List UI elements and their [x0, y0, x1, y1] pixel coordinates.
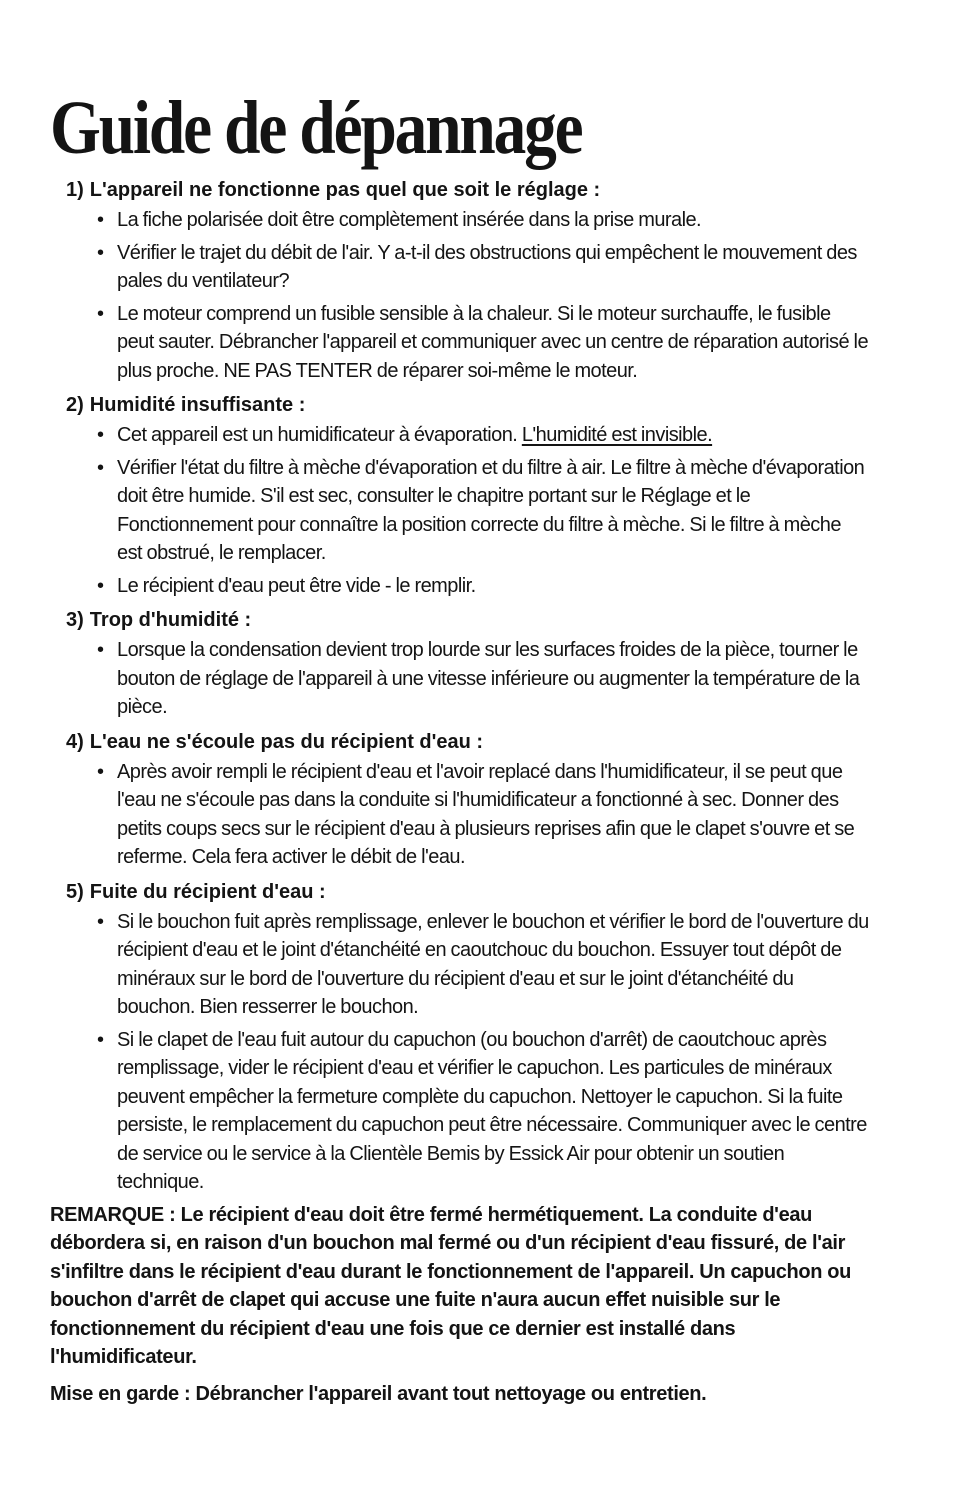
- list-item: [50, 908, 870, 1022]
- section-number: 2): [66, 394, 84, 416]
- bullet: •: [97, 241, 105, 264]
- bullet: •: [97, 1028, 105, 1051]
- list-item-text: Vérifier l'état du filtre à mèche d'évaporation et du filtre à air. Le filtre à mèche d'évaporation doit être humide. S'il est sec, consulter le chapitre portant sur le Réglage et le Fonctionnement pour connaître la position correcte du filtre à mèche. Si le filtre à mèche est obstrué, le remplacer.: [117, 456, 865, 564]
- bullet: •: [97, 910, 105, 933]
- list-item-text: Le moteur comprend un fusible sensible à la chaleur. Si le moteur surchauffe, le fusible peut sauter. Débrancher l'appareil et communiquer avec un centre de réparation autorisé le plus proche. NE PAS TENTER de réparer soi-même le moteur.: [117, 302, 869, 382]
- section-heading-text: L'appareil ne fonctionne pas quel que soit le réglage :: [89, 179, 601, 201]
- list-item: [50, 421, 870, 450]
- bullet: •: [97, 456, 105, 479]
- section-heading-3: [50, 604, 870, 636]
- underlined-note: L'humidité est invisible.: [521, 424, 713, 446]
- list-item-text: Cet appareil est un humidificateur à évaporation.: [117, 424, 518, 446]
- bullet: •: [97, 639, 105, 661]
- list-item: [50, 239, 870, 296]
- page-title: Guide de dépannage: [50, 86, 582, 170]
- bullet: •: [97, 574, 105, 597]
- section-3-list: [50, 636, 870, 722]
- list-item: [50, 758, 870, 872]
- section-heading-text: Trop d'humidité :: [89, 609, 252, 631]
- list-item-text: Après avoir rempli le récipient d'eau et l'avoir replacé dans l'humidificateur, il se peut que l'eau ne s'écoule pas dans la conduite si l'humidificateur a fonctionné à sec. Donner des petits coups secs sur le récipient d'eau à plusieurs reprises afin que le clapet s'ouvre et se referme. Cela fera activer le débit de l'eau.: [117, 760, 855, 868]
- list-item: [50, 206, 870, 235]
- section-heading-2: [50, 389, 870, 421]
- section-number: 4): [66, 730, 84, 753]
- section-heading-text: Humidité insuffisante :: [89, 394, 306, 416]
- section-number: 5): [66, 880, 84, 903]
- bullet: •: [97, 424, 105, 446]
- list-item-text: Si le clapet de l'eau fuit autour du capuchon (ou bouchon d'arrêt) de caoutchouc après remplissage, vider le récipient d'eau et vérifier le capuchon. Les particules de minéraux peuvent empêcher la fermeture complète du capuchon. Nettoyer le capuchon. Si la fuite persiste, le remplacement du capuchon peut être nécessaire. Communiquer avec le centre de service ou le service à la Clientèle Bemis by Essick Air pour obtenir un soutien technique.: [117, 1028, 867, 1193]
- warning-paragraph: Mise en garde : Débrancher l'appareil avant tout nettoyage ou entretien.: [50, 1382, 707, 1405]
- section-number: 1): [66, 179, 84, 201]
- list-item: [50, 636, 870, 722]
- section-2-list: [50, 421, 870, 600]
- section-heading-text: Fuite du récipient d'eau :: [89, 880, 326, 903]
- bullet: •: [97, 302, 105, 325]
- list-item-text: Le récipient d'eau peut être vide - le remplir.: [117, 574, 476, 597]
- section-5-list: [50, 908, 870, 1197]
- section-number: 3): [66, 609, 84, 631]
- section-heading-text: L'eau ne s'écoule pas du récipient d'eau :: [89, 730, 484, 753]
- bullet: •: [97, 209, 105, 231]
- list-item: [50, 1026, 870, 1197]
- troubleshooting-content: [50, 174, 870, 1408]
- note-paragraph: REMARQUE : Le récipient d'eau doit être fermé hermétiquement. La conduite d'eau débordera si, en raison d'un bouchon mal fermé ou d'un récipient d'eau fissuré, de l'air s'infiltre dans le récipient d'eau durant le fonctionnement de l'appareil. Un capuchon ou bouchon d'arrêt de clapet qui accuse une fuite n'aura aucun effet nuisible sur le fonctionnement du récipient d'eau une fois que ce dernier est installé dans l'humidificateur.: [50, 1203, 852, 1368]
- list-item: [50, 572, 870, 601]
- list-item-text: La fiche polarisée doit être complètement insérée dans la prise murale.: [117, 209, 702, 231]
- bullet: •: [97, 760, 105, 783]
- list-item-text: Si le bouchon fuit après remplissage, enlever le bouchon et vérifier le bord de l'ouverture du récipient d'eau et le joint d'étanchéité en caoutchouc du bouchon. Essuyer tout dépôt de minéraux sur le bord de l'ouverture du récipient d'eau et sur le joint d'étanchéité du bouchon. Bien resserrer le bouchon.: [117, 910, 869, 1018]
- list-item: [50, 300, 870, 386]
- section-heading-4: [50, 726, 870, 758]
- section-heading-1: [50, 174, 870, 206]
- section-1-list: [50, 206, 870, 385]
- section-4-list: [50, 758, 870, 872]
- section-heading-5: [50, 876, 870, 908]
- list-item: [50, 454, 870, 568]
- list-item-text: Lorsque la condensation devient trop lourde sur les surfaces froides de la pièce, tourner le bouton de réglage de l'appareil à une vitesse inférieure ou augmenter la température de la pièce.: [117, 639, 860, 718]
- list-item-text: Vérifier le trajet du débit de l'air. Y a-t-il des obstructions qui empêchent le mouvement des pales du ventilateur?: [117, 241, 857, 292]
